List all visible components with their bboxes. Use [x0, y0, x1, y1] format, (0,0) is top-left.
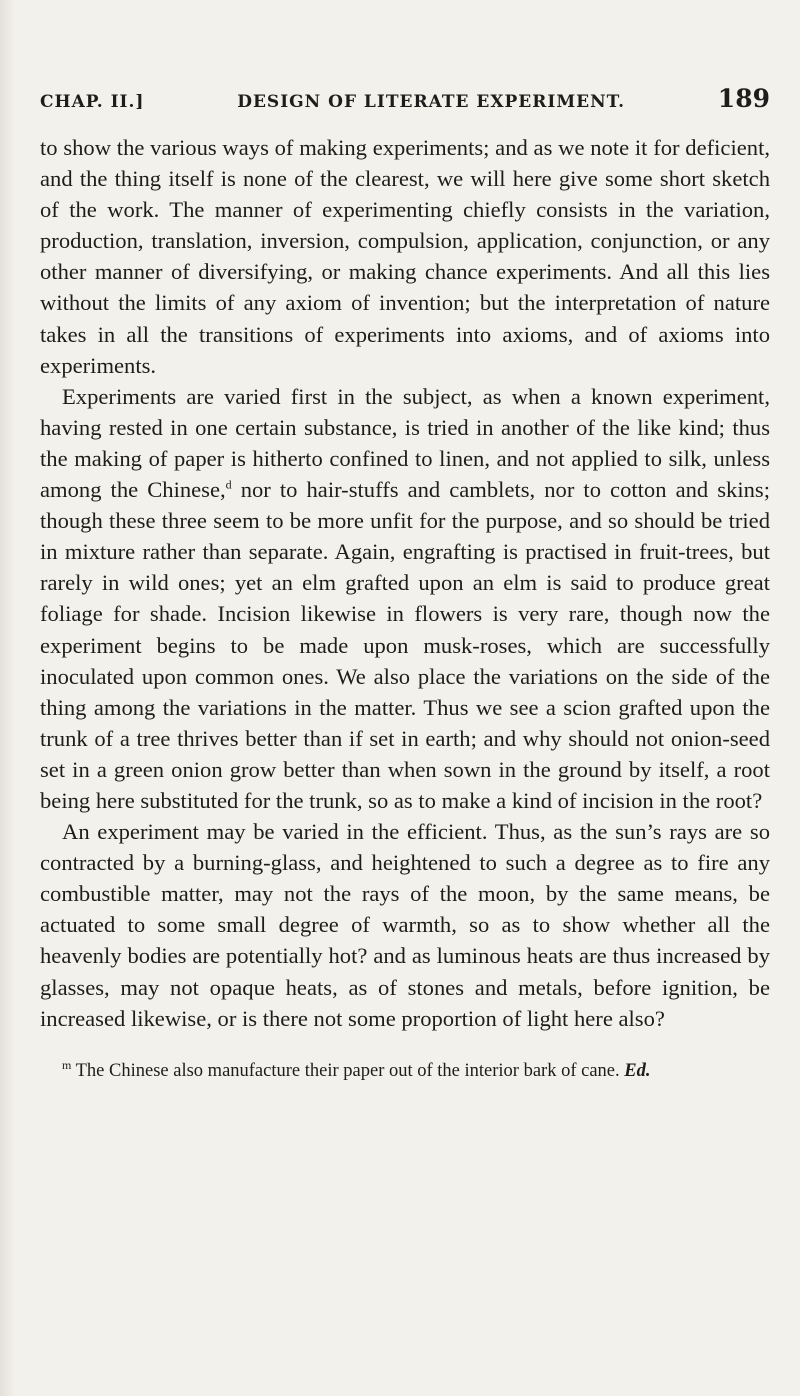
footnote-editor: Ed.	[624, 1060, 651, 1081]
running-title: DESIGN OF LITERATE EXPERIMENT.	[237, 92, 626, 112]
footnote-mark: m	[62, 1057, 72, 1072]
chapter-label: CHAP. II.]	[40, 92, 145, 112]
paragraph-1: to show the various ways of making experiments; and as we note it for deficient, and the thing itself is none of the clearest, we will here give some short sketch of the work. The manner of experimenting chiefly consists in the variation, production, translation, inversion, compulsion, application, conjunction, or any other manner of diversifying, or making chance experiments. And all this lies without the limits of any axiom of invention; but the interpretation of nature takes in all the transitions of experiments into axioms, and of axioms into experiments.	[40, 135, 770, 378]
paragraph-3: An experiment may be varied in the efficient. Thus, as the sun’s rays are so contracted by a burning-glass, and heightened to such a degree as to fire any combustible matter, may not the rays of the moon, by the same means, be actuated to some small degree of warmth, so as to show whether all the heavenly bodies are potentially hot? and as luminous heats are thus increased by glasses, may not opaque heats, as of stones and metals, before ignition, be increased likewise, or is there not some proportion of light here also?	[40, 819, 770, 1031]
book-page	[40, 84, 770, 1084]
paragraph-2-start: Experiments are varied first in the subject, as when a known experiment, having rested in one certain substance, is tried in another of the like kind; thus the making of paper is hitherto confined to linen, and not applied to silk, unless among the Chinese,	[40, 383, 770, 503]
footnote-text: The Chinese also manufacture their paper out of the interior bark of cane.	[71, 1060, 625, 1081]
page-number: 189	[717, 84, 770, 113]
running-header	[40, 84, 770, 130]
footnote-reference: d	[225, 477, 232, 492]
footnote	[40, 1058, 770, 1084]
body-text	[40, 132, 770, 1034]
paragraph-2-rest: nor to hair-stuffs and camblets, nor to cotton and skins; though these three seem to be more unfit for the purpose, and so should be tried in mixture rather than separate. Again, engrafting is practised in fruit-trees, but rarely in wild ones; yet an elm grafted upon an elm is said to produce great foliage for shade. Incision likewise in flowers is very rare, though now the experiment begins to be made upon musk-roses, which are successfully inoculated upon common ones. We also place the variations on the side of the thing among the variations in the matter. Thus we see a scion grafted upon the trunk of a tree thrives better than if set in earth; and why should not onion-seed set in a green onion grow better than when sown in the ground by itself, a root being here substituted for the trunk, so as to make a kind of incision in the root?	[40, 477, 770, 813]
paragraph-2	[40, 381, 770, 816]
page-spine-shadow	[0, 0, 16, 1396]
